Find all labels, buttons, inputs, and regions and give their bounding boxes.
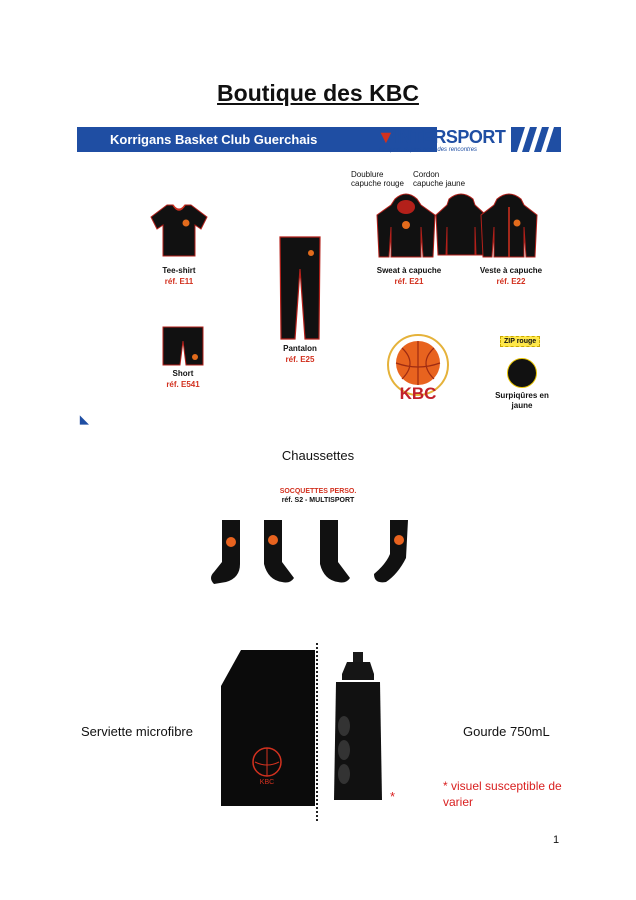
towel-label: Serviette microfibre	[81, 724, 193, 739]
page-number: 1	[553, 834, 560, 846]
tee-shirt-image	[149, 203, 209, 258]
zip-hoodie-ref: réf. E22	[496, 277, 526, 286]
socks-image	[208, 518, 428, 586]
short-label: Short	[172, 369, 194, 378]
sweat-hoodie-image	[375, 193, 437, 259]
hood-cord-note: Cordon capuche jaune	[413, 170, 466, 188]
pants-ref: réf. E25	[285, 355, 315, 364]
brand-name: INTERSPORT	[394, 127, 506, 147]
tee-shirt-label: Tee-shirt	[162, 266, 196, 275]
pants-label: Pantalon	[283, 344, 317, 353]
socks-title: Chaussettes	[281, 448, 355, 463]
sweat-hoodie-ref: réf. E21	[394, 277, 424, 286]
hood-lining-note: Doublure capuche rouge	[351, 170, 404, 188]
pants-image	[277, 235, 323, 343]
stitch-label: Surpiqûres en jaune	[495, 391, 549, 410]
brand-tagline: Le sport, la plus belle des rencontres	[379, 147, 478, 153]
zip-label: ZIP rouge	[500, 336, 540, 347]
intersport-logo: ▼INTERSPORT	[377, 127, 506, 147]
zip-hoodie-label: Veste à capuche	[479, 266, 543, 275]
zip-hoodie-image	[479, 193, 539, 259]
stitch-swatch	[507, 358, 537, 388]
disclaimer-note: * visuel susceptible de varier	[443, 779, 562, 809]
socks-tag-ref: réf. S2 - MULTISPORT	[281, 497, 355, 504]
svg-text:KBC: KBC	[259, 779, 275, 786]
short-image	[161, 325, 205, 367]
kbc-logo	[383, 333, 453, 413]
socks-tag-title: SOCQUETTES PERSO.	[279, 488, 357, 495]
product-banner	[77, 123, 563, 427]
kbc-logo-text: KBC	[399, 384, 437, 403]
intersport-mini-logo: ◣	[80, 414, 89, 426]
bottle-label: Gourde 750mL	[463, 724, 550, 739]
accessory-divider	[316, 643, 318, 821]
disclaimer-marker: *	[390, 789, 396, 804]
short-ref: réf. E541	[166, 380, 200, 389]
tee-shirt-ref: réf. E11	[164, 277, 194, 286]
microfiber-towel-image	[221, 650, 315, 806]
page-title: Boutique des KBC	[217, 80, 419, 106]
club-name: Korrigans Basket Club Guerchais	[110, 132, 318, 147]
sweat-hoodie-label: Sweat à capuche	[376, 266, 442, 275]
water-bottle-image	[330, 652, 388, 802]
brand-stripes	[511, 127, 561, 152]
